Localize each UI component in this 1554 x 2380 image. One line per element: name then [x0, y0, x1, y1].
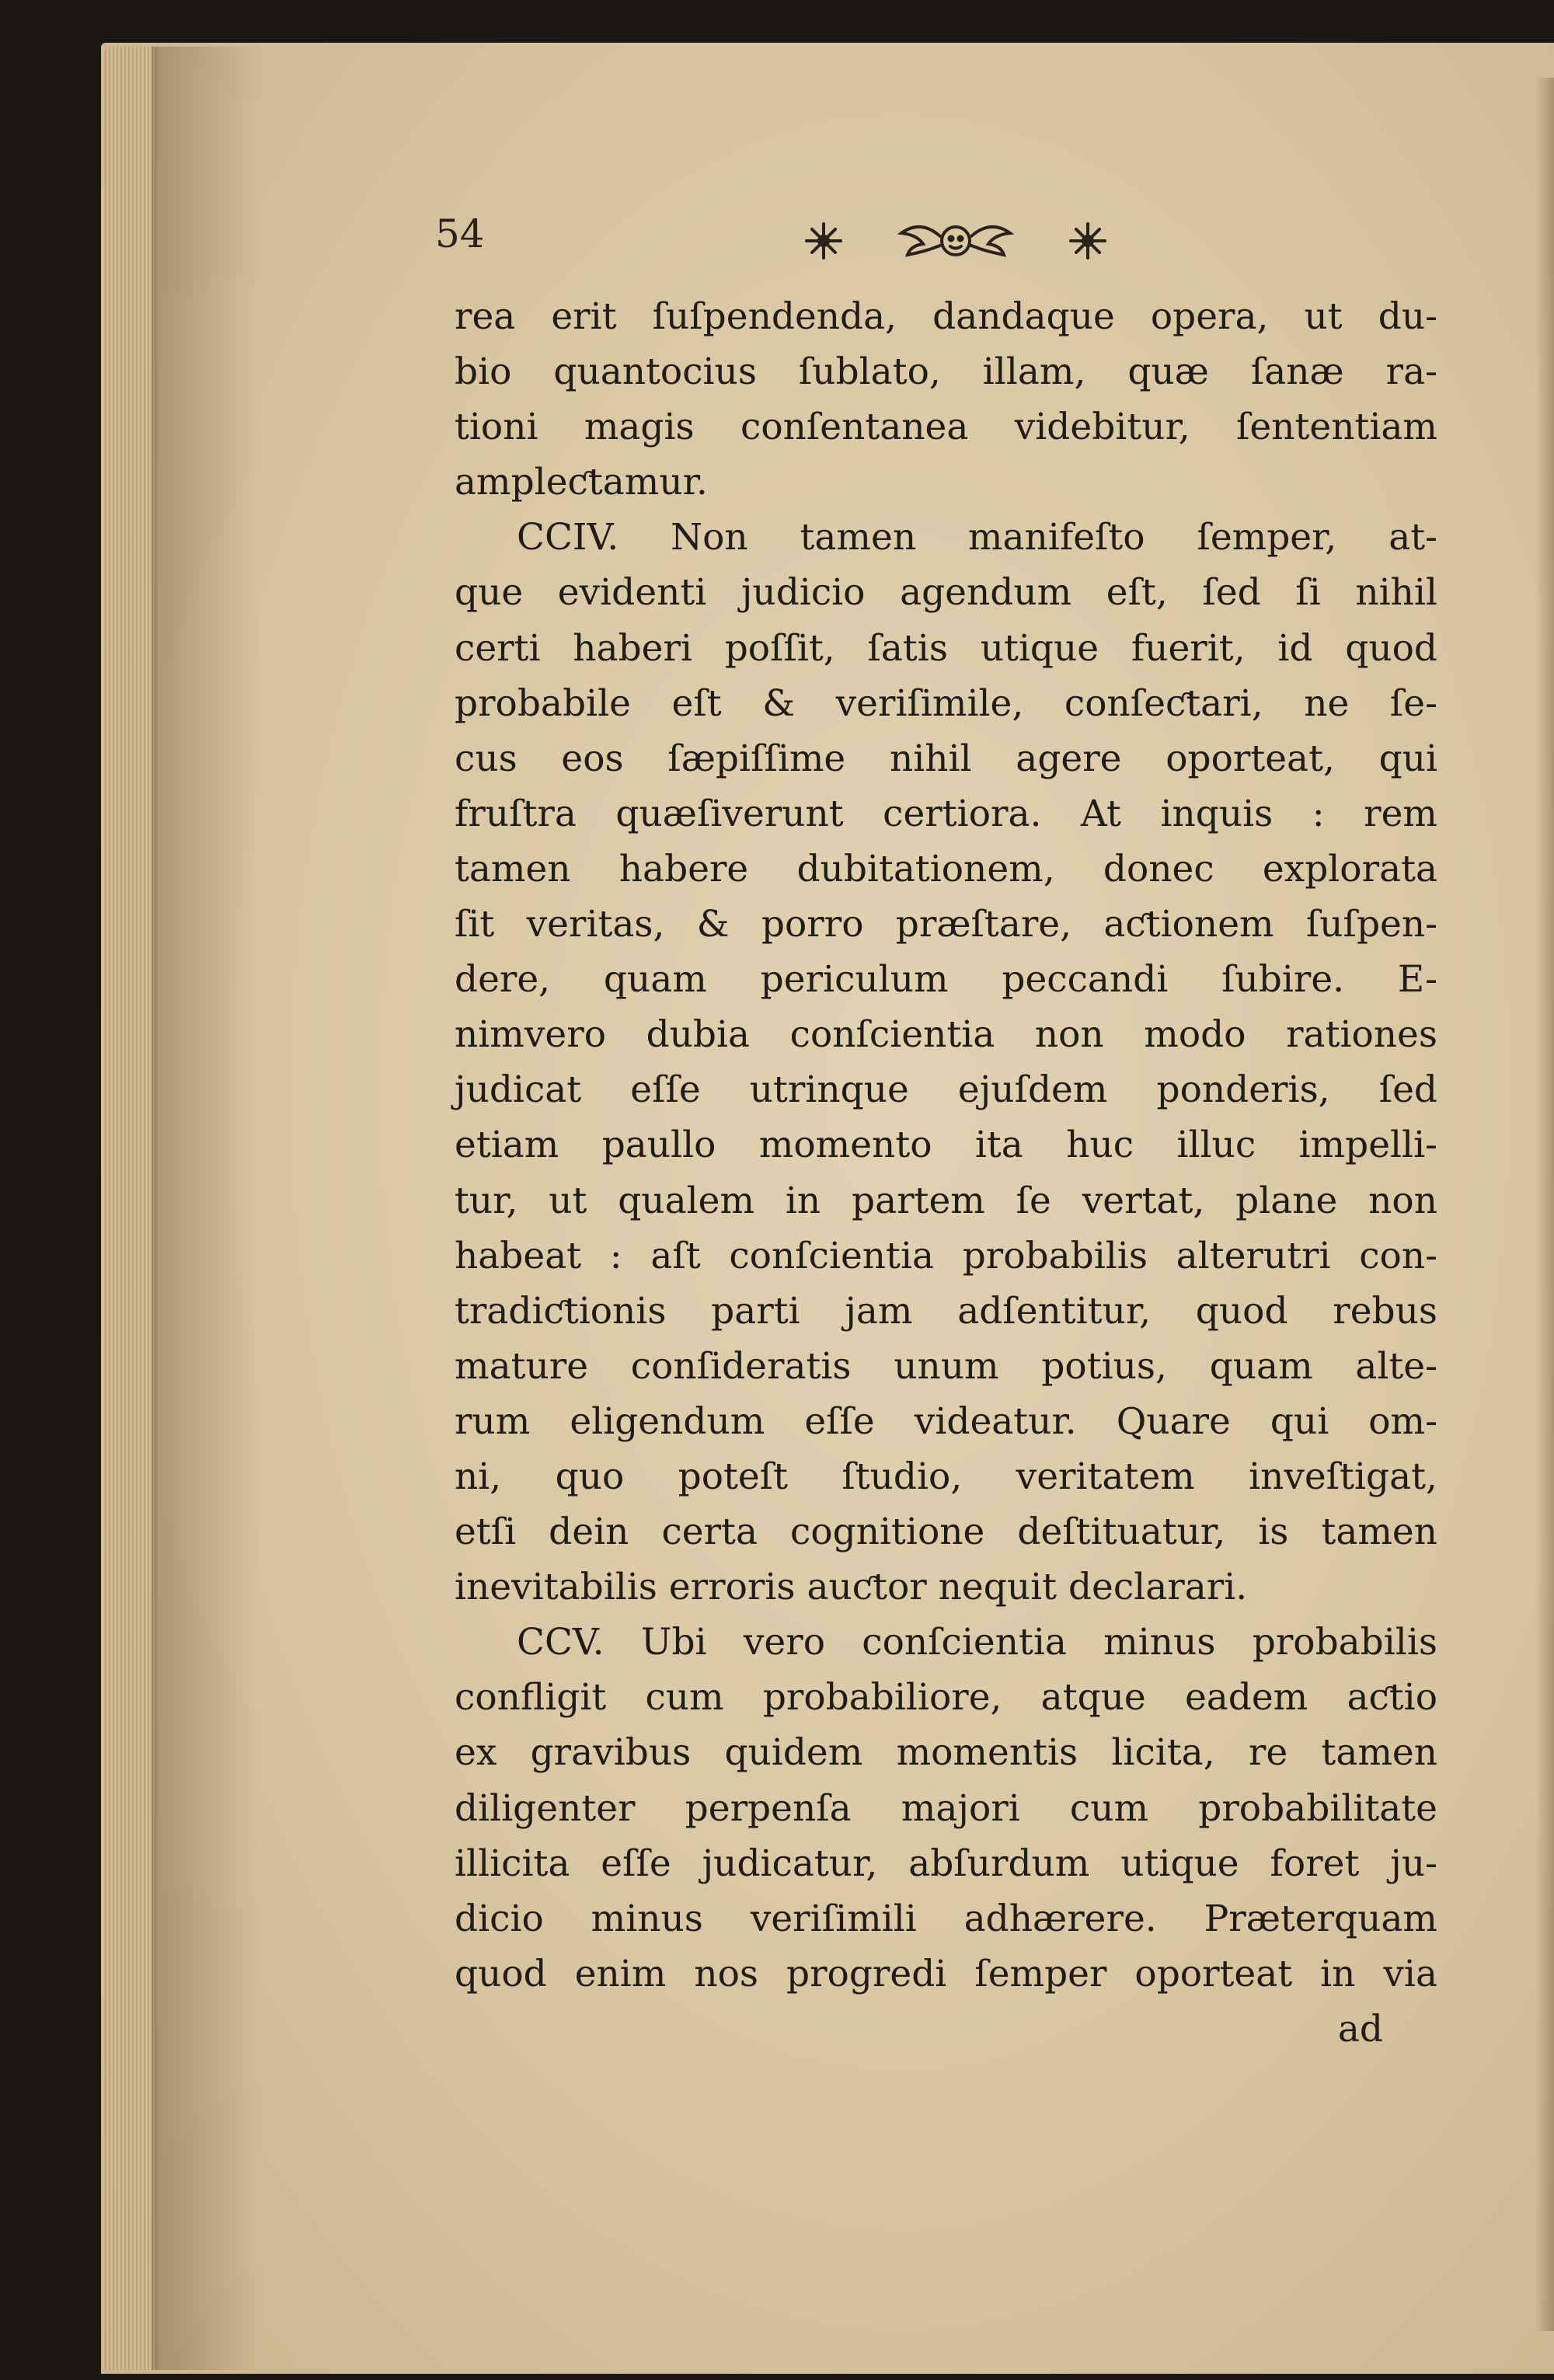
text-line: nimvero dubia conſcientia non modo rationes	[455, 1013, 1437, 1057]
text-line: habeat : aſt conſcientia probabilis alterutri con-	[455, 1234, 1437, 1277]
text-line: ex gravibus quidem momentis licita, re tamen	[455, 1731, 1437, 1775]
text-line: etſi dein certa cognitione deſtituatur, is tamen	[455, 1511, 1437, 1554]
text-line: cus eos ſæpiſſime nihil agere oporteat, qui	[455, 737, 1437, 780]
text-line: tradiƈtionis parti jam adſentitur, quod rebus	[455, 1289, 1437, 1333]
text-line: tioni magis conſentanea videbitur, ſententiam	[455, 406, 1437, 449]
text-line: ſit veritas, & porro præſtare, aƈtionem ſuſpen-	[455, 903, 1437, 946]
text-line: mature conſideratis unum potius, quam alte-	[455, 1344, 1437, 1388]
paragraph-start-CCIV: CCIV. Non tamen manifeſto ſemper, at-	[517, 516, 1437, 559]
text-line: que evidenti judicio agendum eſt, ſed ſi nihil	[455, 571, 1437, 615]
text-line: bio quantocius ſublato, illam, quæ ſanæ ra-	[455, 350, 1437, 394]
text-line: quod enim nos progredi ſemper oporteat in via	[455, 1952, 1437, 1995]
text-line: judicat eſſe utrinque ejuſdem ponderis, ſed	[455, 1068, 1437, 1112]
text-line: rea erit ſuſpendenda, dandaque opera, ut du-	[455, 295, 1437, 338]
text-line: rum eligendum eſſe videatur. Quare qui om-	[455, 1399, 1437, 1443]
text-line: fruſtra quæſiverunt certiora. At inquis : rem	[455, 792, 1437, 835]
text-line: diligenter perpenſa majori cum probabilitate	[455, 1786, 1437, 1830]
text-line: certi haberi poſſit, ſatis utique fuerit, id quod	[455, 626, 1437, 670]
catchword: ad	[1337, 2007, 1383, 2051]
gutter-shadow	[152, 47, 260, 2370]
text-line: dere, quam periculum peccandi ſubire. E-	[455, 958, 1437, 1002]
text-line: ampleƈtamur.	[455, 461, 708, 504]
running-header	[0, 210, 1554, 280]
fleuron-ornament-icon	[796, 210, 1115, 272]
text-line: illicita eſſe judicatur, abſurdum utique foret ju-	[455, 1842, 1437, 1885]
text-line: etiam paullo momento ita huc illuc impelli-	[455, 1124, 1437, 1167]
text-line: confligit cum probabiliore, atque eadem aƈtio	[455, 1676, 1437, 1720]
text-line: dicio minus veriſimili adhærere. Præterquam	[455, 1897, 1437, 1940]
body-text	[455, 289, 1437, 2057]
right-edge-shadow	[1535, 78, 1554, 2331]
text-line: tur, ut qualem in partem ſe vertat, plane non	[455, 1179, 1437, 1222]
text-line: inevitabilis erroris auƈtor nequit declarari.	[455, 1566, 1248, 1609]
text-line: tamen habere dubitationem, donec explorata	[455, 847, 1437, 890]
paragraph-start-CCV: CCV. Ubi vero conſcientia minus probabilis	[517, 1621, 1437, 1664]
text-line: probabile eſt & veriſimile, conſeƈtari, ne ſe-	[455, 681, 1437, 725]
text-line: ni, quo poteſt ſtudio, veritatem inveſtigat,	[455, 1455, 1437, 1498]
page-number: 54	[435, 211, 485, 256]
page-edges	[103, 47, 157, 2370]
